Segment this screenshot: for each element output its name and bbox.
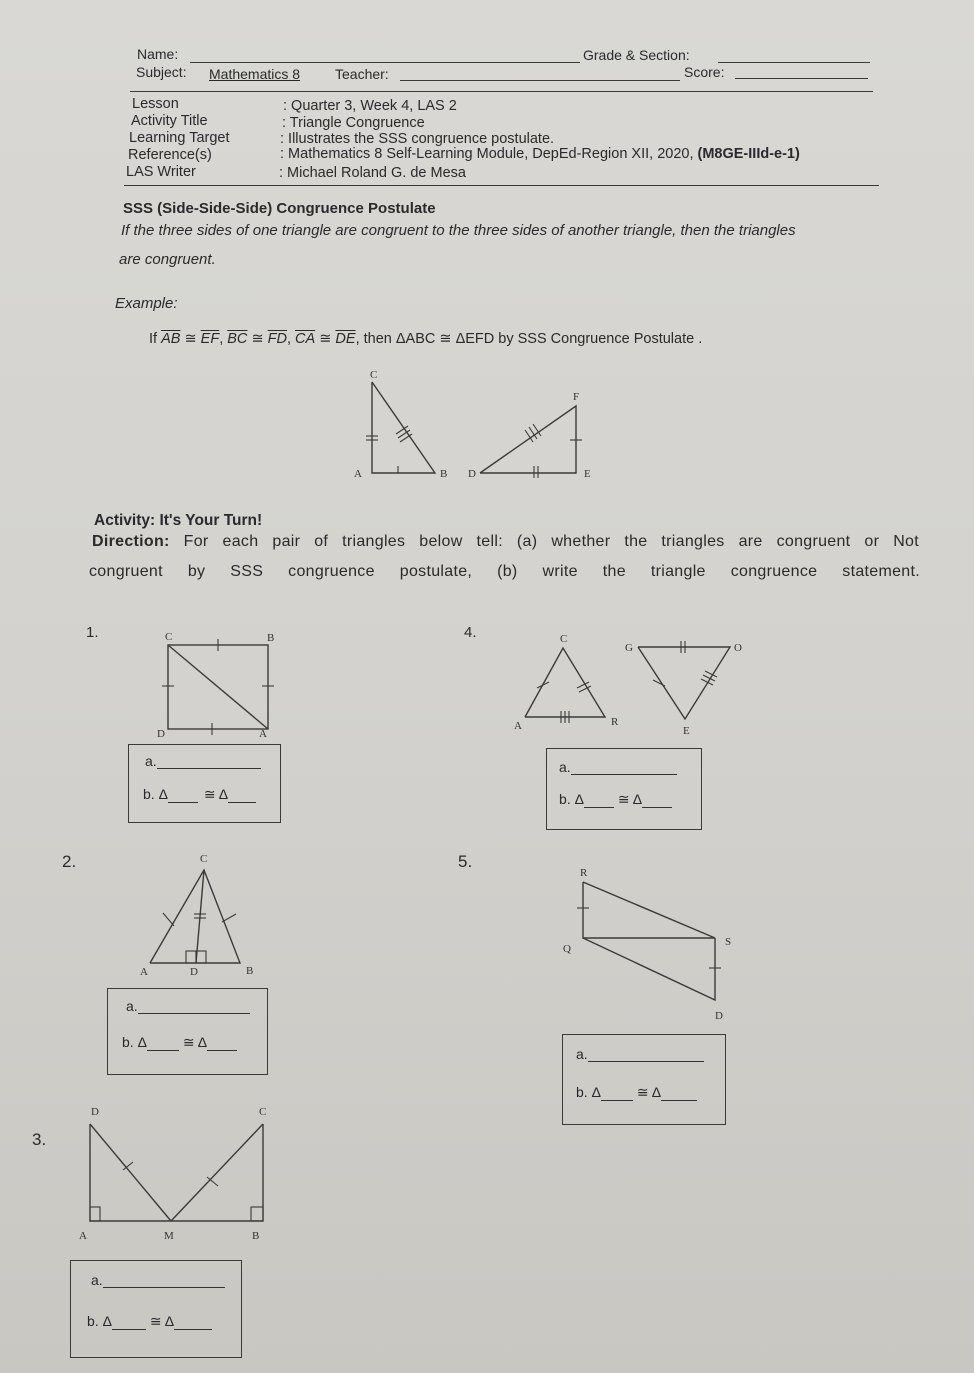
- label-r: R: [611, 716, 619, 728]
- problem-2-figure: [130, 850, 270, 980]
- problem-1-answer-box: [128, 744, 281, 823]
- label-a: A: [79, 1230, 87, 1242]
- triangle-rqs: [583, 882, 715, 938]
- problem-5-answer-box: [562, 1034, 726, 1125]
- direction-line1: Direction: For each pair of triangles below tell: (a) whether the triangles are congruent or Not: [92, 533, 919, 550]
- activity-title: Activity: It's Your Turn!: [94, 512, 263, 529]
- label-c: C: [200, 853, 208, 865]
- triangle-qds: [583, 938, 715, 1000]
- label-d: D: [91, 1106, 99, 1118]
- problem-1-number: 1.: [86, 624, 99, 641]
- answer-b[interactable]: b. Δ ≅ Δ: [559, 791, 672, 808]
- problem-4-answer-box: [546, 748, 702, 830]
- name-field[interactable]: [190, 62, 580, 63]
- problem-5-number: 5.: [458, 852, 473, 871]
- triangle-efd: [480, 406, 576, 473]
- learning-target-label: Learning Target: [129, 130, 230, 146]
- outline-damcb: [90, 1124, 263, 1221]
- answer-b[interactable]: b. Δ ≅ Δ: [576, 1084, 697, 1101]
- diagonal-ca: [168, 645, 268, 729]
- postulate-statement-line1: If the three sides of one triangle are congruent to the three sides of another triangle, then the triangles: [121, 222, 796, 239]
- triangle-abc: [372, 382, 435, 473]
- label-d: D: [157, 728, 165, 740]
- tick-cb: [222, 914, 236, 922]
- postulate-title: SSS (Side-Side-Side) Congruence Postulate: [123, 200, 436, 217]
- triangle-acb: [150, 870, 240, 963]
- label-e: E: [584, 468, 591, 480]
- activity-title-value: : Triangle Congruence: [282, 115, 425, 131]
- label-a: A: [354, 468, 362, 480]
- label-c: C: [165, 631, 173, 643]
- label-b: B: [267, 632, 275, 644]
- problem-3-answer-box: [70, 1260, 242, 1358]
- segment-cd: [196, 870, 204, 963]
- answer-a[interactable]: a.: [145, 753, 261, 769]
- segment-dm: [90, 1124, 171, 1221]
- teacher-label: Teacher:: [335, 66, 389, 82]
- subject-label: Subject:: [136, 64, 187, 80]
- triangle-goe: [638, 647, 730, 719]
- label-a: A: [140, 966, 148, 978]
- label-b: B: [246, 965, 254, 977]
- name-label: Name:: [137, 46, 179, 62]
- label-a: A: [514, 720, 522, 732]
- label-f: F: [573, 391, 580, 403]
- label-s: S: [725, 936, 732, 948]
- label-d: D: [715, 1010, 723, 1022]
- las-writer-value: : Michael Roland G. de Mesa: [279, 165, 466, 181]
- score-field[interactable]: [735, 78, 868, 79]
- answer-b[interactable]: b. Δ ≅ Δ: [122, 1034, 237, 1051]
- label-o: O: [734, 642, 742, 654]
- right-angle-1: [186, 951, 196, 963]
- label-c: C: [259, 1106, 267, 1118]
- grade-section-field[interactable]: [718, 62, 870, 63]
- header-divider: [130, 91, 873, 92]
- label-d: D: [190, 966, 198, 978]
- tick-ge: [653, 680, 665, 686]
- label-r: R: [580, 867, 588, 879]
- activity-title-label: Activity Title: [131, 113, 208, 129]
- label-e: E: [683, 725, 690, 737]
- label-b: B: [252, 1230, 260, 1242]
- problem-4-number: 4.: [464, 624, 477, 641]
- example-triangles-figure: [340, 360, 610, 490]
- right-angle-b: [251, 1207, 263, 1221]
- example-statement: If $\overline{AB}$ ≅ $\overline{EF}$, $\overline{BC}$ ≅ $\overline{FD}$, $\overline{CA}$ ≅ $\overline{DE}$, then ΔABC ≅ ΔEFD by SSS Congruence Postulate .: [149, 331, 703, 347]
- label-q: Q: [563, 943, 571, 955]
- problem-5-figure: [555, 860, 755, 1030]
- lesson-label: Lesson: [132, 96, 179, 112]
- answer-b[interactable]: b. Δ ≅ Δ: [87, 1313, 212, 1330]
- tick-ac: [163, 913, 174, 926]
- teacher-field[interactable]: [400, 80, 680, 81]
- problem-3-number: 3.: [32, 1130, 47, 1149]
- right-angle-a: [90, 1207, 100, 1221]
- meta-divider: [124, 185, 879, 186]
- las-writer-label: LAS Writer: [126, 164, 196, 180]
- reference-label: Reference(s): [128, 147, 212, 163]
- reference-value: : Mathematics 8 Self-Learning Module, DepEd-Region XII, 2020, (M8GE-IIId-e-1): [280, 146, 800, 162]
- learning-target-value: : Illustrates the SSS congruence postulate.: [280, 131, 555, 147]
- label-a: A: [259, 728, 267, 740]
- label-c: C: [560, 633, 568, 645]
- grade-section-label: Grade & Section:: [583, 47, 690, 63]
- answer-a[interactable]: a.: [126, 998, 250, 1014]
- label-g: G: [625, 642, 633, 654]
- label-c: C: [370, 369, 378, 381]
- example-label: Example:: [115, 295, 178, 312]
- segment-mc: [171, 1124, 263, 1221]
- problem-4-figure: [505, 630, 755, 740]
- answer-a[interactable]: a.: [576, 1046, 704, 1062]
- lesson-value: : Quarter 3, Week 4, LAS 2: [283, 98, 457, 114]
- problem-2-answer-box: [107, 988, 268, 1075]
- label-d: D: [468, 468, 476, 480]
- score-label: Score:: [684, 64, 725, 80]
- subject-value: Mathematics 8: [209, 66, 301, 82]
- label-b: B: [440, 468, 448, 480]
- answer-a[interactable]: a.: [91, 1272, 225, 1288]
- label-m: M: [164, 1230, 174, 1242]
- direction-line2: congruent by SSS congruence postulate, (b) write the triangle congruence statement.: [89, 563, 920, 580]
- problem-1-figure: [150, 625, 290, 745]
- answer-b[interactable]: b. Δ ≅ Δ: [143, 786, 256, 803]
- triangle-car: [525, 648, 605, 717]
- problem-3-figure: [75, 1100, 275, 1250]
- answer-a[interactable]: a.: [559, 759, 677, 775]
- postulate-statement-line2: are congruent.: [119, 251, 216, 268]
- problem-2-number: 2.: [62, 852, 77, 871]
